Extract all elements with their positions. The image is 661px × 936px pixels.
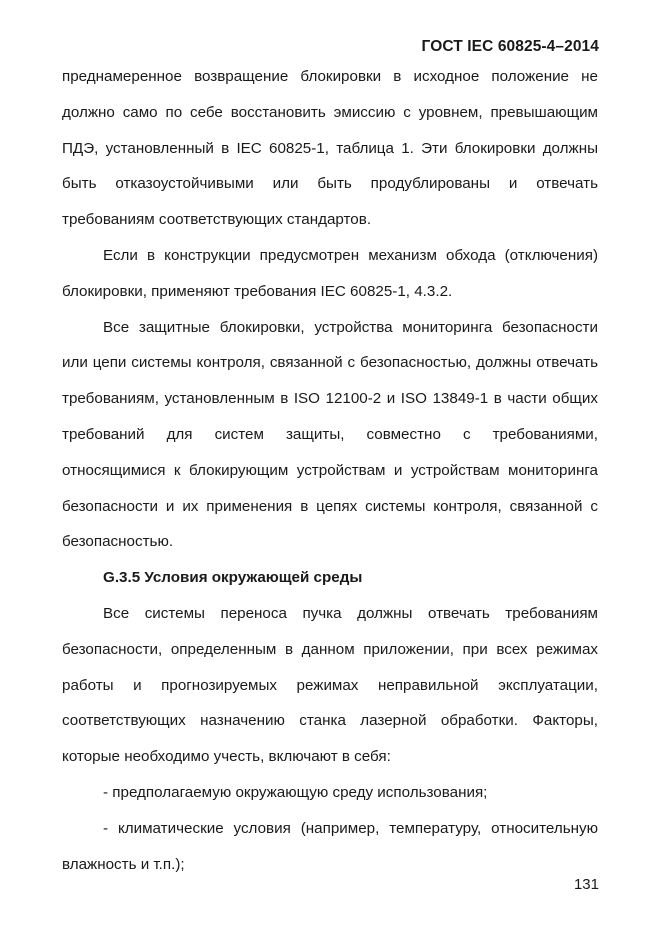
page-body	[62, 59, 598, 882]
document-header: ГОСТ IEC 60825-4–2014	[421, 38, 599, 55]
paragraph-safety-interlocks: Все защитные блокировки, устройства мониторинга безопасности или цепи системы контроля, связанной с безопасностью, должны отвечать требованиям, установленным в ISO 12100-2 и ISO 13849-1 в части общих требований для систем защиты, совместно с требованиями, относящимися к блокирующим устройствам и устройствам мониторинга безопасности и их применения в цепях системы контроля, связанной с безопасностью.	[62, 318, 598, 551]
paragraph-bypass-mechanism: Если в конструкции предусмотрен механизм обхода (отключения) блокировки, применяют требования IEC 60825-1, 4.3.2.	[62, 246, 598, 300]
section-heading-environment: G.3.5 Условия окружающей среды	[103, 569, 363, 587]
list-item-environment: - предполагаемую окружающую среду использования;	[103, 783, 488, 801]
paragraph-interlock-continuation: преднамеренное возвращение блокировки в исходное положение не должно само по себе восстановить эмиссию с уровнем, превышающим ПДЭ, установленный в IEC 60825-1, таблица 1. Эти блокировки должны быть отказоустойчивыми или быть продублированы и отвечать требованиям соответствующих стандартов.	[62, 68, 598, 229]
list-item-climate: - климатические условия (например, температуру, относительную влажность и т.п.);	[62, 819, 598, 873]
page-number: 131	[573, 876, 599, 893]
paragraph-beam-delivery: Все системы переноса пучка должны отвечать требованиям безопасности, определенным в данном приложении, при всех режимах работы и прогнозируемых режимах неправильной эксплуатации, соответствующих назначению станка лазерной обработки. Факторы, которые необходимо учесть, включают в себя:	[62, 604, 598, 766]
